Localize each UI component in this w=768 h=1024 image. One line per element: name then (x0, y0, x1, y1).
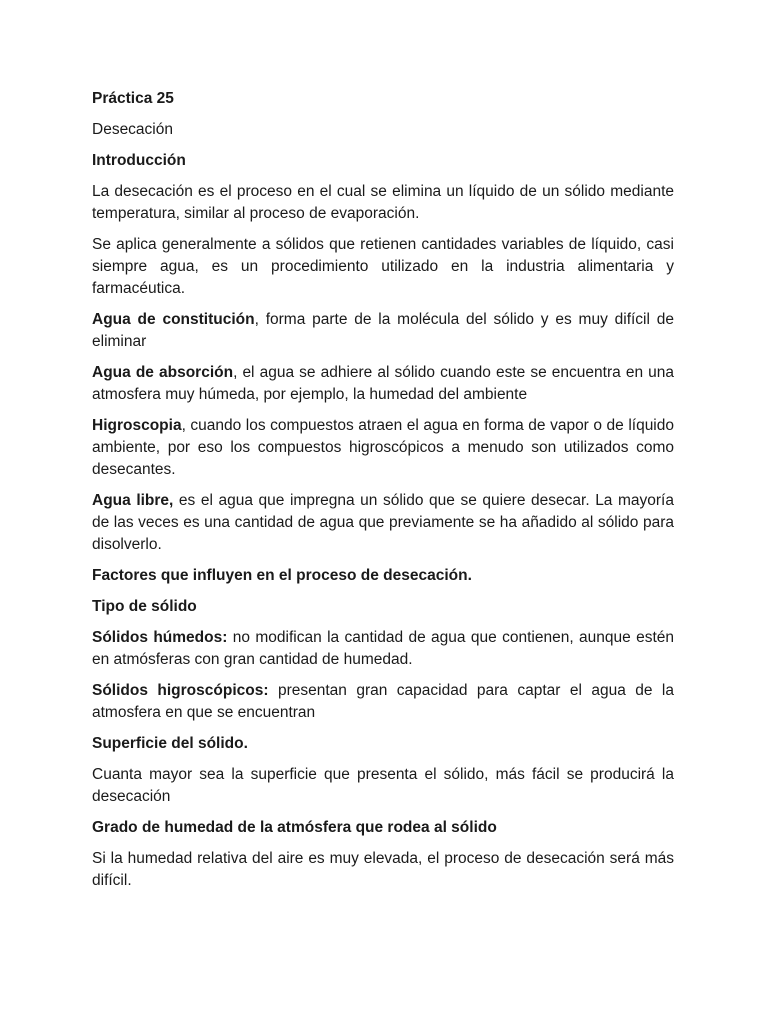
surface-paragraph: Cuanta mayor sea la superficie que presenta el sólido, más fácil se producirá la desecación (92, 766, 674, 805)
introduction-heading: Introducción (92, 152, 186, 169)
definition-text: , forma parte de la molécula del sólido y es muy difícil de eliminar (92, 311, 674, 350)
definition-term: Sólidos húmedos: (92, 629, 228, 646)
definition-text: , el agua se adhiere al sólido cuando este se encuentra en una atmosfera muy húmeda, por ejemplo, la humedad del ambiente (92, 364, 674, 403)
introduction-paragraph-1: La desecación es el proceso en el cual se elimina un líquido de un sólido mediante temperatura, similar al proceso de evaporación. (92, 183, 674, 222)
definition-term: Agua libre, (92, 492, 174, 509)
definition-hygroscopic-solids (92, 680, 674, 724)
definition-hygroscopy (92, 415, 674, 481)
humidity-paragraph: Si la humedad relativa del aire es muy elevada, el proceso de desecación será más difícil. (92, 850, 674, 889)
definition-term: Agua de constitución (92, 311, 255, 328)
surface-heading: Superficie del sólido. (92, 735, 248, 752)
solid-type-heading: Tipo de sólido (92, 598, 197, 615)
definition-term: Agua de absorción (92, 364, 234, 381)
definition-wet-solids (92, 627, 674, 671)
introduction-paragraph-2: Se aplica generalmente a sólidos que retienen cantidades variables de líquido, casi siempre agua, es un procedimiento utilizado en la industria alimentaria y farmacéutica. (92, 236, 674, 297)
definition-water-constitution (92, 309, 674, 353)
humidity-heading: Grado de humedad de la atmósfera que rodea al sólido (92, 819, 497, 836)
definition-text: es el agua que impregna un sólido que se quiere desecar. La mayoría de las veces es una cantidad de agua que previamente se ha añadido al sólido para disolverlo. (92, 492, 674, 553)
practice-title: Práctica 25 (92, 90, 174, 107)
definition-text: presentan gran capacidad para captar el agua de la atmosfera en que se encuentran (92, 682, 674, 721)
definition-term: Higroscopia (92, 417, 182, 434)
factors-heading: Factores que influyen en el proceso de desecación. (92, 567, 472, 584)
definition-free-water (92, 490, 674, 556)
document-page (92, 88, 674, 901)
document-subject: Desecación (92, 121, 173, 138)
definition-water-absorption (92, 362, 674, 406)
definition-text: no modifican la cantidad de agua que contienen, aunque estén en atmósferas con gran cantidad de humedad. (92, 629, 675, 668)
definition-text: , cuando los compuestos atraen el agua en forma de vapor o de líquido ambiente, por eso los compuestos higroscópicos a menudo son utilizados como desecantes. (92, 417, 674, 478)
definition-term: Sólidos higroscópicos: (92, 682, 269, 699)
